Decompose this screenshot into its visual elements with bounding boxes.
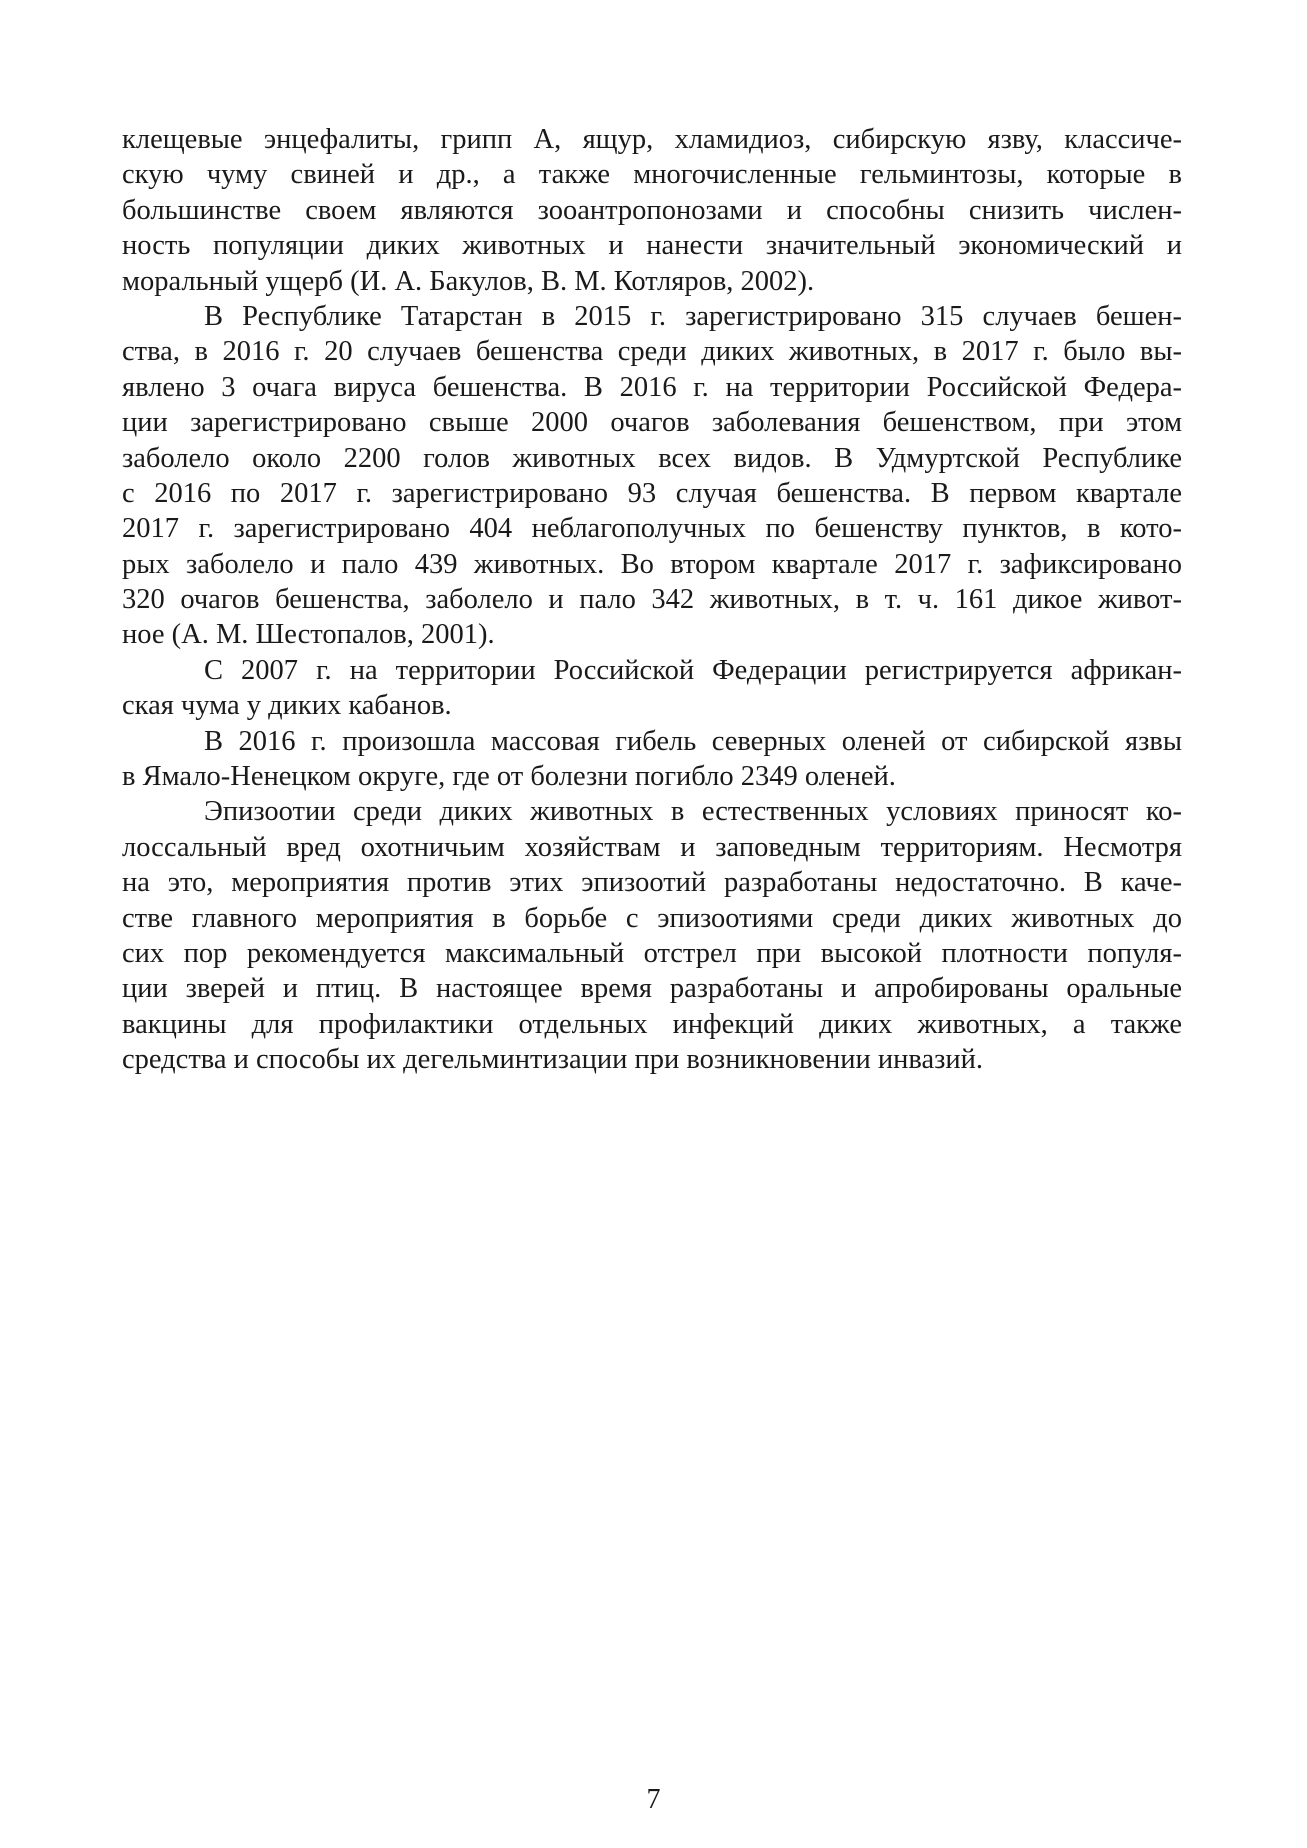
text-line: ская чума у диких кабанов.: [122, 690, 452, 722]
text-line: с 2016 по 2017 г. зарегистрировано 93 случая бешенства. В первом квартале: [122, 477, 1182, 509]
text-line: ность популяции диких животных и нанести значительный экономический и: [122, 230, 1182, 262]
text-line: большинстве своем являются зооантропонозами и способны снизить числен-: [122, 194, 1182, 226]
body-text: [122, 122, 1182, 1078]
text-line: средства и способы их дегельминтизации при возникновении инвазий.: [122, 1044, 983, 1076]
text-line: ства, в 2016 г. 20 случаев бешенства среди диких животных, в 2017 г. было вы-: [122, 336, 1182, 368]
page-number: 7: [646, 1784, 661, 1815]
text-line: вакцины для профилактики отдельных инфекций диких животных, а также: [122, 1008, 1182, 1040]
text-line: лоссальный вред охотничьим хозяйствам и заповедным территориям. Несмотря: [122, 831, 1182, 863]
text-line: С 2007 г. на территории Российской Федерации регистрируется африкан-: [204, 654, 1182, 686]
text-line: 320 очагов бешенства, заболело и пало 342 животных, в т. ч. 161 дикое живот-: [122, 584, 1182, 616]
text-line: скую чуму свиней и др., а также многочисленные гельминтозы, которые в: [122, 159, 1182, 191]
text-line: В Республике Татарстан в 2015 г. зарегистрировано 315 случаев бешен-: [204, 300, 1182, 332]
text-line: клещевые энцефалиты, грипп А, ящур, хламидиоз, сибирскую язву, классиче-: [122, 124, 1182, 155]
text-line: ное (А. М. Шестопалов, 2001).: [122, 619, 495, 651]
text-line: явлено 3 очага вируса бешенства. В 2016 г. на территории Российской Федера-: [122, 371, 1182, 403]
text-line: на это, мероприятия против этих эпизоотий разработаны недостаточно. В каче-: [122, 867, 1182, 899]
text-line: В 2016 г. произошла массовая гибель северных оленей от сибирской язвы: [204, 725, 1182, 757]
text-line: стве главного мероприятия в борьбе с эпизоотиями среди диких животных до: [122, 902, 1182, 934]
text-line: в Ямало-Ненецком округе, где от болезни погибло 2349 оленей.: [122, 761, 896, 793]
text-line: сих пор рекомендуется максимальный отстрел при высокой плотности популя-: [122, 937, 1182, 969]
text-line: ции зверей и птиц. В настоящее время разработаны и апробированы оральные: [122, 973, 1182, 1005]
text-line: ции зарегистрировано свыше 2000 очагов заболевания бешенством, при этом: [122, 407, 1182, 439]
text-line: заболело около 2200 голов животных всех видов. В Удмуртской Республике: [122, 442, 1182, 474]
text-line: рых заболело и пало 439 животных. Во втором квартале 2017 г. зафиксировано: [122, 548, 1182, 580]
text-line: Эпизоотии среди диких животных в естественных условиях приносят ко-: [204, 796, 1182, 828]
text-line: моральный ущерб (И. А. Бакулов, В. М. Котляров, 2002).: [122, 265, 815, 297]
text-line: 2017 г. зарегистрировано 404 неблагополучных по бешенству пунктов, в кото-: [122, 513, 1182, 545]
